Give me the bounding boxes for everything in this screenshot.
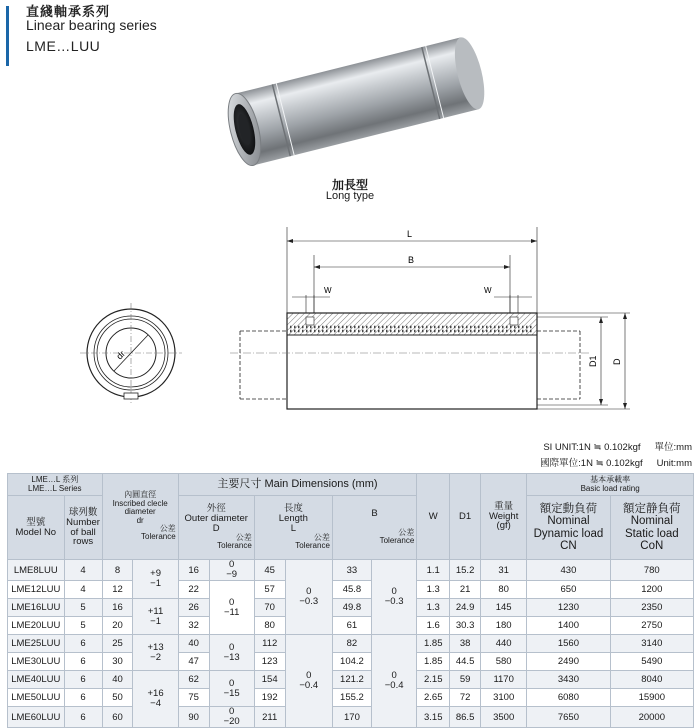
sta-en1: Nominal [630,515,673,528]
si-unit-mm: 單位:mm [654,442,692,453]
tolerance-value: 0 [229,706,235,717]
outer-en: Outer diameter [184,513,248,525]
cell-model: LME16LUU [8,599,65,617]
cell-W: 1.3 [417,581,450,599]
cell-con: 2350 [610,599,693,617]
cell-weight: 180 [481,617,527,635]
sta-en2: Static load [624,527,679,540]
dim-D-label: D [612,358,622,365]
length-tol-cn: 公差 [313,533,330,543]
model-cn: 型號 [26,516,46,528]
sta-cn: 額定静負荷 [623,503,681,516]
cell-rows: 5 [64,617,102,635]
cell-L-tolerance [285,635,332,728]
cell-B: 104.2 [332,653,371,671]
tolerance-value: −4 [150,698,161,709]
tolerance-value: +11 [147,605,164,617]
cell-model: LME12LUU [8,581,65,599]
cell-rows: 6 [64,707,102,728]
table-row [8,653,694,671]
cell-dr: 8 [102,560,133,581]
cell-cn: 430 [527,560,610,581]
cell-B: 49.8 [332,599,371,617]
cell-con: 20000 [610,707,693,728]
cell-model: LME25LUU [8,635,65,653]
cell-W: 2.15 [417,671,450,689]
series-header [8,474,103,496]
cell-B-tolerance [371,635,416,728]
cell-weight: 31 [481,560,527,581]
cell-D: 26 [178,599,209,617]
dyn-cn: 額定動負荷 [539,503,598,516]
intl-unit-label: 國際單位:1N ≒ 0.102kgf [540,458,643,469]
tolerance-value: +13 [147,641,164,653]
cell-B-tolerance [371,560,416,635]
linear-bearing-photo [200,28,500,168]
w-header: W [417,474,450,560]
cell-D: 32 [178,617,209,635]
cell-dr: 16 [102,599,133,617]
cell-L: 57 [254,581,285,599]
si-unit-label: SI UNIT:1N ≒ 0.102kgf [543,442,641,453]
cell-weight: 145 [481,599,527,617]
rows-en: Number of ball rows [66,516,100,548]
cell-cn: 1230 [527,599,610,617]
inscribed-sym: dr [136,515,144,525]
b-tol-cn: 公差 [398,528,415,538]
figure-caption-chinese: 加長型 [331,178,368,192]
cell-dr-tolerance [133,599,178,635]
tolerance-value: −0.4 [384,680,404,691]
dim-W-right-label: W [484,286,492,295]
cell-W: 1.85 [417,635,450,653]
dim-W-left-label: W [324,286,332,295]
end-view [80,303,182,403]
main-dimensions-header: 主要尺寸 Main Dimensions (mm) [178,474,417,496]
cell-L: 80 [254,617,285,635]
cell-dr: 12 [102,581,133,599]
dim-L-label: L [407,229,413,239]
cell-D: 90 [178,707,209,728]
b-sym: B [371,508,378,520]
cell-model: LME20LUU [8,617,65,635]
cell-B: 61 [332,617,371,635]
cell-L: 211 [254,707,285,728]
cell-dr-tolerance [133,671,178,728]
length-header [254,496,332,560]
cell-L: 70 [254,599,285,617]
cell-D: 62 [178,671,209,689]
cell-D1: 59 [450,671,481,689]
cell-rows: 5 [64,599,102,617]
weight-en: Weight [488,510,519,522]
load-rating-header [527,474,694,496]
inscribed-header [102,474,178,560]
outer-diameter-header [178,496,254,560]
cell-con: 2750 [610,617,693,635]
title-chinese: 直綫軸承系列 [26,4,111,19]
load-cn: 基本承載率 [590,475,631,485]
cell-D1: 24.9 [450,599,481,617]
sta-sym: CoN [640,539,664,552]
tolerance-value: −2 [150,651,161,663]
cell-dr: 40 [102,671,133,689]
table-row [8,707,694,728]
cell-B: 155.2 [332,689,371,707]
cell-D1: 30.3 [450,617,481,635]
cell-D-tolerance [209,560,254,581]
rows-cn: 球列數 [68,506,98,518]
inscribed-tol-en: Tolerance [141,532,176,542]
specification-table [7,473,694,728]
cell-B: 45.8 [332,581,371,599]
cell-model: LME60LUU [8,707,65,728]
cell-model: LME50LUU [8,689,65,707]
cell-B: 170 [332,707,371,728]
tolerance-value: 0 [391,586,397,597]
cell-weight: 3500 [481,707,527,728]
cell-dr-tolerance [133,560,178,599]
cell-B: 121.2 [332,671,371,689]
tolerance-value: −0.4 [299,680,319,691]
tolerance-value: −13 [223,651,240,663]
cell-D-tolerance [209,581,254,635]
tolerance-value: −9 [226,569,238,580]
cell-W: 1.6 [417,617,450,635]
cell-D1: 72 [450,689,481,707]
cell-dr: 50 [102,689,133,707]
cell-W: 2.65 [417,689,450,707]
unit-notes [540,440,692,472]
series-cn: LME…L 系列 [31,475,79,485]
outer-tol-en: Tolerance [217,541,252,551]
cell-con: 1200 [610,581,693,599]
cell-D-tolerance [209,635,254,671]
cell-dr: 30 [102,653,133,671]
intl-unit-mm: Unit:mm [656,458,692,469]
inscribed-tol-cn: 公差 [159,523,176,533]
tolerance-value: +9 [150,568,161,579]
accent-bar [6,6,9,66]
table-row [8,581,694,599]
table-row [8,599,694,617]
tolerance-value: 0 [229,641,235,653]
tolerance-value: −15 [223,687,240,699]
weight-cn: 重量 [494,500,514,512]
cell-rows: 4 [64,560,102,581]
cell-con: 5490 [610,653,693,671]
cell-con: 3140 [610,635,693,653]
table-row [8,671,694,689]
figure-caption-english: Long type [325,190,375,202]
load-en: Basic load rating [580,483,640,493]
cell-L: 112 [254,635,285,653]
b-header [332,496,416,560]
cell-B: 82 [332,635,371,653]
cell-cn: 2490 [527,653,610,671]
cell-weight: 440 [481,635,527,653]
rows-header [64,496,102,560]
table-row [8,635,694,653]
cell-cn: 1560 [527,635,610,653]
cell-con: 15900 [610,689,693,707]
cell-cn: 3430 [527,671,610,689]
cell-weight: 580 [481,653,527,671]
static-load-header [610,496,693,560]
tolerance-value: −0.3 [299,596,319,607]
tolerance-value: 0 [229,677,235,689]
tolerance-value: −11 [223,606,240,618]
cell-model: LME30LUU [8,653,65,671]
weight-header [481,474,527,560]
cell-W: 1.3 [417,599,450,617]
dyn-en1: Nominal [547,515,590,528]
tolerance-value: −0.3 [384,596,404,607]
d1-header: D1 [450,474,481,560]
model-header [8,496,65,560]
length-tol-en: Tolerance [295,541,330,551]
tolerance-value: 0 [306,670,312,681]
cell-cn: 7650 [527,707,610,728]
cell-D-tolerance [209,707,254,728]
tolerance-value: −1 [150,615,161,627]
outer-tol-cn: 公差 [235,533,252,543]
cell-D: 16 [178,560,209,581]
technical-drawing [80,215,640,430]
dynamic-load-header [527,496,610,560]
dim-D1-label: D1 [588,355,598,367]
length-sym: L [290,523,296,535]
cell-W: 1.85 [417,653,450,671]
table-row [8,560,694,581]
cell-model: LME40LUU [8,671,65,689]
cell-rows: 6 [64,653,102,671]
inscribed-en: Inscribed clecle diameter [112,498,168,517]
table-row [8,617,694,635]
weight-unit: (gf) [496,520,511,532]
cell-D-tolerance [209,671,254,707]
cell-D1: 38 [450,635,481,653]
cell-rows: 4 [64,581,102,599]
dyn-en2: Dynamic load [533,527,604,540]
outer-sym: D [212,523,220,535]
cell-cn: 650 [527,581,610,599]
cell-D1: 15.2 [450,560,481,581]
cell-D1: 44.5 [450,653,481,671]
tolerance-value: 0 [229,596,235,608]
cell-cn: 1400 [527,617,610,635]
cell-L: 123 [254,653,285,671]
cell-dr: 60 [102,707,133,728]
side-view [230,227,630,409]
tolerance-value: −1 [150,578,161,589]
cell-dr: 20 [102,617,133,635]
length-en: Length [278,513,308,525]
cell-model: LME8LUU [8,560,65,581]
cell-cn: 6080 [527,689,610,707]
b-tol-en: Tolerance [379,536,415,546]
cell-W: 3.15 [417,707,450,728]
cell-weight: 3100 [481,689,527,707]
model-series: LME…LUU [26,38,101,54]
title-english: Linear bearing series [26,17,157,33]
cell-dr-tolerance [133,635,178,671]
cell-dr: 25 [102,635,133,653]
cell-L: 192 [254,689,285,707]
cell-con: 8040 [610,671,693,689]
tolerance-value: 0 [229,559,235,570]
cell-D: 22 [178,581,209,599]
tolerance-value: +16 [147,688,164,699]
cell-L: 154 [254,671,285,689]
cell-D1: 86.5 [450,707,481,728]
cell-D: 75 [178,689,209,707]
cell-weight: 1170 [481,671,527,689]
cell-con: 780 [610,560,693,581]
cell-L-tolerance [285,560,332,635]
cell-B: 33 [332,560,371,581]
tolerance-value: 0 [391,670,397,681]
cell-W: 1.1 [417,560,450,581]
dim-B-label: B [408,255,415,265]
cell-D: 47 [178,653,209,671]
dr-label: dr [114,348,128,362]
cell-weight: 80 [481,581,527,599]
cell-rows: 6 [64,635,102,653]
tolerance-value: −20 [223,716,240,727]
cell-D1: 21 [450,581,481,599]
outer-cn: 外徑 [206,503,226,515]
cell-L: 45 [254,560,285,581]
cell-D: 40 [178,635,209,653]
cell-rows: 6 [64,671,102,689]
model-en: Model No [15,526,57,538]
dyn-sym: CN [560,539,577,552]
table-row [8,689,694,707]
series-en: LME…L Series [28,483,82,493]
cell-rows: 6 [64,689,102,707]
tolerance-value: 0 [306,586,312,597]
inscribed-cn: 內圓直徑 [124,490,157,500]
length-cn: 長度 [283,503,303,515]
